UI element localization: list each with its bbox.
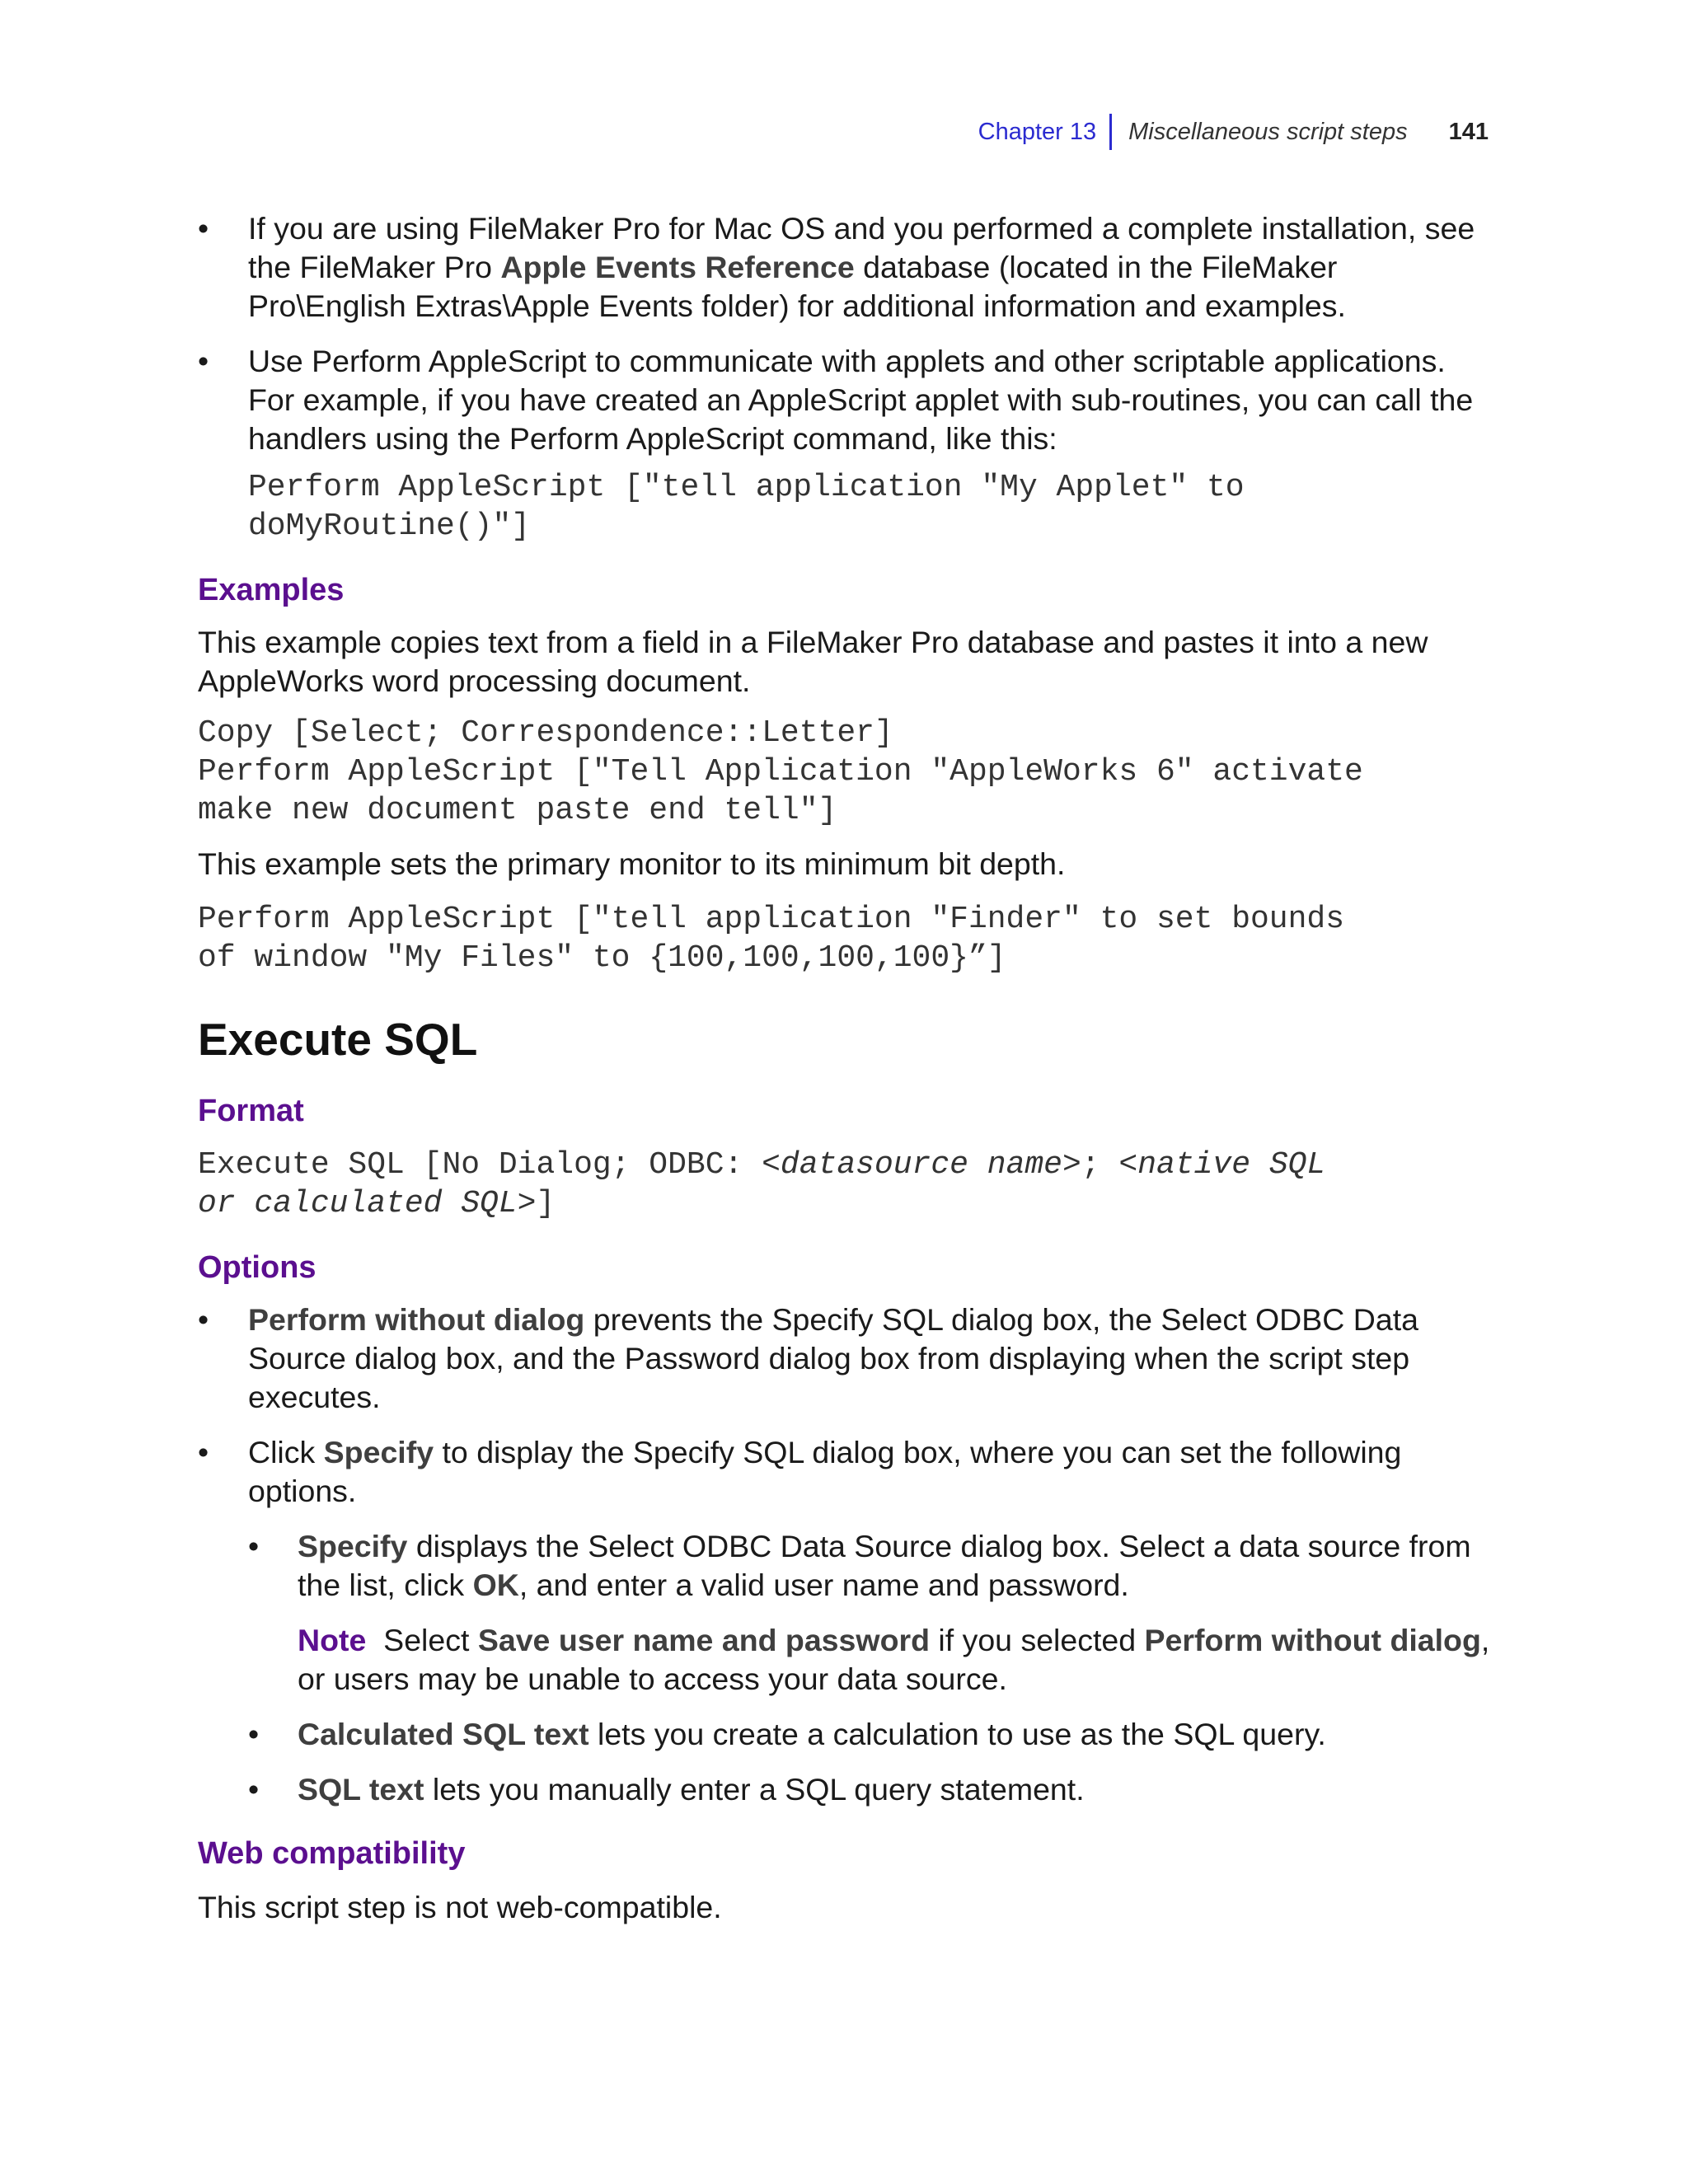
chapter-title: Miscellaneous script steps xyxy=(1128,119,1408,145)
code-block xyxy=(198,900,1500,977)
code-line: doMyRoutine()"] xyxy=(248,509,531,544)
section-heading-web-compatibility: Web compatibility xyxy=(198,1836,466,1871)
paragraph: Perform without dialog prevents the Specify SQL dialog box, the Select ODBC Data Source dialog box, and the Password dialog box from displaying when the script step executes. xyxy=(248,1302,1418,1414)
list-item xyxy=(198,342,1500,458)
sub-list-item xyxy=(248,1715,1500,1754)
section-heading-format: Format xyxy=(198,1094,304,1128)
page-number: 141 xyxy=(1448,119,1489,145)
section-heading-options: Options xyxy=(198,1250,316,1285)
page-title: Execute SQL xyxy=(198,1014,478,1065)
bullet-glyph: • xyxy=(248,1772,260,1807)
bold-term: Save user name and password xyxy=(477,1623,930,1657)
bold-term: Apple Events Reference xyxy=(500,250,855,284)
paragraph: This example sets the primary monitor to its minimum bit depth. xyxy=(198,846,1066,881)
bold-term: SQL text xyxy=(298,1772,424,1807)
bold-term: Perform without dialog xyxy=(248,1302,585,1337)
code-block xyxy=(198,1146,1500,1223)
code-line: Perform AppleScript ["tell application "My Applet" to xyxy=(248,470,1245,505)
paragraph: This script step is not web-compatible. xyxy=(198,1890,722,1924)
header-divider xyxy=(1109,114,1112,150)
paragraph: If you are using FileMaker Pro for Mac OS and you performed a complete installation, see the FileMaker Pro Apple Events Reference database (located in the FileMaker Pro\English Extras\Apple Events folder) for additional information and examples. xyxy=(248,211,1475,323)
bold-term: Calculated SQL text xyxy=(298,1717,589,1751)
bullet-glyph: • xyxy=(198,1435,209,1469)
bullet-glyph: • xyxy=(248,1717,260,1751)
code-line: make new document paste end tell"] xyxy=(198,793,837,828)
bullet-glyph: • xyxy=(248,1529,260,1563)
bullet-glyph: • xyxy=(198,211,209,246)
paragraph: This example copies text from a field in a FileMaker Pro database and pastes it into a new AppleWorks word processing document. xyxy=(198,625,1428,698)
paragraph: Use Perform AppleScript to communicate with applets and other scriptable applications. For example, if you have created an AppleScript applet with sub-routines, you can call the handlers using the Perform AppleScript command, like this: xyxy=(248,344,1474,456)
code-line: Perform AppleScript ["Tell Application "AppleWorks 6" activate xyxy=(198,754,1363,790)
bold-term: OK xyxy=(472,1568,519,1602)
code-line: or calculated SQL>] xyxy=(198,1186,556,1221)
code-block xyxy=(198,468,1500,546)
note-paragraph: Note Select Save user name and password if you selected Perform without dialog, or users may be unable to access your data source. xyxy=(298,1623,1490,1696)
page-header xyxy=(0,114,1489,150)
code-line: Execute SQL [No Dialog; ODBC: <datasource name>; <native SQL xyxy=(198,1147,1326,1183)
sub-list-item xyxy=(248,1527,1500,1699)
code-line: Copy [Select; Correspondence::Letter] xyxy=(198,715,893,751)
note-label: Note xyxy=(298,1623,367,1657)
list-item xyxy=(198,1301,1500,1417)
code-line: Perform AppleScript ["tell application "Finder" to set bounds xyxy=(198,902,1345,937)
paragraph: Specify displays the Select ODBC Data Source dialog box. Select a data source from the list, click OK, and enter a valid user name and password. xyxy=(298,1529,1471,1602)
paragraph: Calculated SQL text lets you create a calculation to use as the SQL query. xyxy=(298,1717,1326,1751)
list-item xyxy=(198,1433,1500,1511)
paragraph: Click Specify to display the Specify SQL dialog box, where you can set the following options. xyxy=(248,1435,1402,1508)
list-item xyxy=(198,209,1500,326)
chapter-label: Chapter 13 xyxy=(978,119,1097,145)
code-block xyxy=(198,714,1500,830)
page-body xyxy=(198,209,1500,1927)
bold-term: Specify xyxy=(323,1435,434,1469)
bold-term: Perform without dialog xyxy=(1144,1623,1481,1657)
sub-list-item xyxy=(248,1770,1500,1809)
code-line: of window "My Files" to {100,100,100,100}”] xyxy=(198,940,1006,976)
bullet-glyph: • xyxy=(198,344,209,378)
bullet-glyph: • xyxy=(198,1302,209,1337)
section-heading-examples: Examples xyxy=(198,573,345,607)
bold-term: Specify xyxy=(298,1529,408,1563)
paragraph: SQL text lets you manually enter a SQL query statement. xyxy=(298,1772,1085,1807)
